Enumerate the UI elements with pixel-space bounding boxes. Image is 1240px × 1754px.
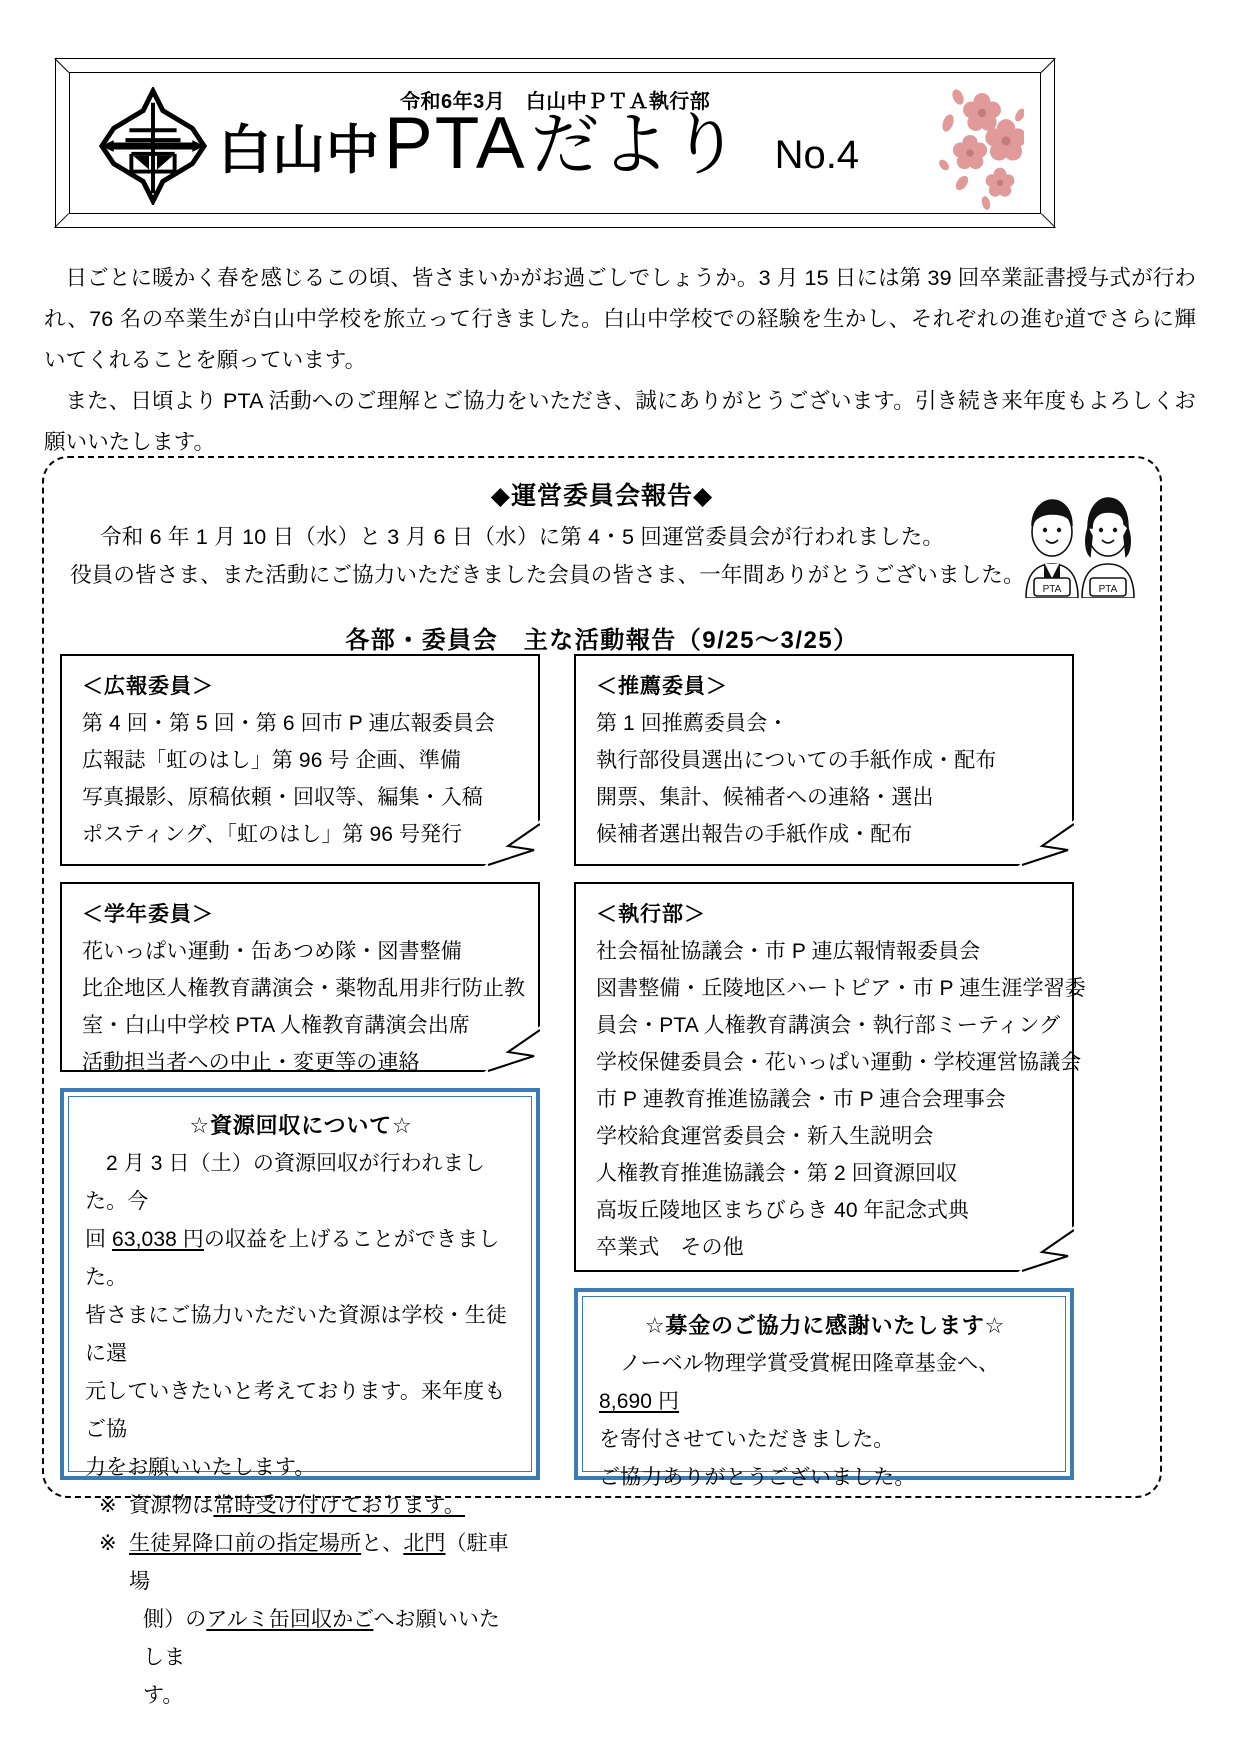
- box-title: ＜広報委員＞: [82, 675, 214, 698]
- box-line: 学校保健委員会・花いっぱい運動・学校運営協議会: [596, 1051, 1082, 1074]
- box-line: 執行部役員選出についての手紙作成・配布: [596, 749, 997, 772]
- box-title: ＜執行部＞: [596, 903, 706, 926]
- amount-prefix: 回: [85, 1228, 113, 1251]
- committee-intro-text: [70, 518, 1082, 594]
- note-marker: ※: [99, 1494, 117, 1517]
- box-line-with-amount: [599, 1345, 1051, 1421]
- box-line: 活動担当者への中止・変更等の連絡: [82, 1051, 420, 1074]
- activity-report-title: 各部・委員会 主な活動報告（9/25～3/25）: [345, 627, 859, 654]
- masthead-dayori-label: だより: [530, 106, 741, 183]
- masthead-title: [218, 103, 860, 184]
- amount-suffix: の収益を上げることができました。: [85, 1228, 500, 1289]
- svg-text:PTA: PTA: [1042, 584, 1062, 595]
- intro-paragraphs: [44, 258, 1196, 463]
- box-line: 候補者選出報告の手紙作成・配布: [596, 823, 913, 846]
- masthead-inner-frame: [69, 72, 1041, 214]
- box-edge-bottom: [574, 864, 1022, 866]
- box-edge-bottom: [60, 864, 488, 866]
- resource-revenue-amount: 63,038 円: [112, 1228, 204, 1251]
- box-line: 図書整備・丘陵地区ハートピア・市 P 連生涯学習委: [596, 977, 1086, 1000]
- masthead: [55, 58, 1055, 228]
- box-grade-level-committee: [60, 882, 540, 1072]
- cherry-blossom-icon: [874, 79, 1024, 214]
- box-recommendation-committee: [574, 654, 1074, 866]
- box-line: 第 1 回推薦委員会・: [596, 712, 789, 735]
- box-line: 卒業式 その他: [596, 1236, 744, 1259]
- note-separator: と、: [361, 1532, 404, 1555]
- box-line: 高坂丘陵地区まちびらき 40 年記念式典: [596, 1199, 970, 1222]
- box-line: 人権教育推進協議会・第 2 回資源回収: [596, 1162, 958, 1185]
- note-underlined-basket: アルミ缶回収かご: [206, 1608, 374, 1631]
- box-line: 社会福祉協議会・市 P 連広報情報委員会: [596, 940, 981, 963]
- note-item-2-continuation: [85, 1601, 517, 1677]
- box-resource-collection: [60, 1088, 540, 1707]
- box-line: 元していきたいと考えております。来年度もご協: [85, 1380, 506, 1441]
- note-cont-suffix: へお願いいたしま: [143, 1608, 501, 1669]
- box-line: 力をお願いいたします。: [85, 1456, 316, 1479]
- note-marker: ※: [99, 1532, 117, 1555]
- note-text: [129, 1525, 517, 1601]
- box-heading: ☆募金のご協力に感謝いたします☆: [644, 1313, 1006, 1338]
- box-line: を寄付させていただきました。: [599, 1428, 895, 1451]
- intro-paragraph-1: 日ごとに暖かく春を感じるこの頃、皆さまいかがお過ごしでしょうか。3 月 15 日には第 39 回卒業証書授与式が行われ、76 名の卒業生が白山中学校を旅立って行きました。白山中学校での経験を生かし、それぞれの進む道でさらに輝いてくれることを願っています。: [44, 266, 1196, 372]
- box-line: 市 P 連教育推進協議会・市 P 連合会理事会: [596, 1088, 1006, 1111]
- box-line: 写真撮影、原稿依頼・回収等、編集・入稿: [82, 786, 483, 809]
- box-line: 花いっぱい運動・缶あつめ隊・図書整備: [82, 940, 462, 963]
- note-tail: （駐車場: [129, 1532, 509, 1593]
- box-public-relations-committee: [60, 654, 540, 866]
- donation-amount: 8,690 円: [599, 1390, 680, 1413]
- box-title: ＜推薦委員＞: [596, 675, 728, 698]
- note-prefix: 資源物は: [129, 1494, 214, 1517]
- box-line: 皆さまにご協力いただいた資源は学校・生徒に還: [85, 1304, 507, 1365]
- box-line: ご協力ありがとうございました。: [599, 1466, 916, 1489]
- intro-paragraph-2: また、日頃より PTA 活動へのご理解とご協力をいただき、誠にありがとうございます。引き続き来年度もよろしくお願いいたします。: [44, 389, 1196, 454]
- box-content: [60, 882, 540, 1091]
- box-donation-thanks: [574, 1288, 1074, 1489]
- box-content: [574, 882, 1086, 1276]
- box-line: 員会・PTA 人権教育講演会・執行部ミーティング: [596, 1014, 1061, 1037]
- pta-members-illustration-icon: [1014, 480, 1146, 598]
- note-text: [129, 1487, 517, 1525]
- box-line: 比企地区人権教育講演会・薬物乱用非行防止教: [82, 977, 526, 1000]
- box-line: 学校給食運営委員会・新入生説明会: [596, 1125, 934, 1148]
- box-line: 開票、集計、候補者への連絡・選出: [596, 786, 934, 809]
- note-underlined-location: 生徒昇降口前の指定場所: [129, 1532, 362, 1555]
- note-item-1: [85, 1487, 517, 1525]
- masthead-pta-label: PTA: [384, 103, 527, 184]
- donation-prefix: ノーベル物理学賞受賞梶田隆章基金へ、: [620, 1352, 1000, 1375]
- box-content: [60, 654, 540, 863]
- svg-text:PTA: PTA: [1098, 584, 1118, 595]
- school-crest-diamond-icon: [94, 87, 212, 205]
- box-inner-frame: [68, 1096, 532, 1707]
- box-line-with-amount: [85, 1221, 517, 1297]
- box-line: 2 月 3 日（土）の資源回収が行われました。今: [85, 1152, 485, 1213]
- box-line: 広報誌「虹のはし」第 96 号 企画、準備: [82, 749, 461, 772]
- note-underlined-gate: 北門: [403, 1532, 446, 1555]
- box-inner-frame: [582, 1296, 1066, 1489]
- box-heading: ☆資源回収について☆: [189, 1113, 413, 1138]
- note-underlined: 常時受け付けております。: [213, 1494, 465, 1517]
- note-cont-prefix: 側）の: [143, 1608, 207, 1631]
- box-line: 室・白山中学校 PTA 人権教育講演会出席: [82, 1014, 470, 1037]
- masthead-school-name: 白山中: [218, 121, 380, 180]
- committee-intro-line-1: 令和 6 年 1 月 10 日（水）と 3 月 6 日（水）に第 4・5 回運営委員会が行われました。: [100, 525, 945, 549]
- section-heading: ◆運営委員会報告◆: [490, 482, 714, 510]
- masthead-issue-number: No.4: [774, 133, 860, 177]
- committee-report-container: [42, 456, 1162, 1707]
- box-title: ＜学年委員＞: [82, 903, 214, 926]
- box-line: ポスティング、「虹のはし」第 96 号発行: [82, 823, 463, 846]
- box-content: [574, 654, 1074, 863]
- committee-intro-line-2: 役員の皆さま、また活動にご協力いただきました会員の皆さま、一年間ありがとうございました。: [70, 563, 1025, 587]
- box-executive-board: [574, 882, 1086, 1272]
- box-line: 第 4 回・第 5 回・第 6 回市 P 連広報委員会: [82, 712, 496, 735]
- note-item-2-continuation-2: す。: [143, 1684, 184, 1707]
- masthead-date: 令和6年3月 白山中ＰＴＡ執行部: [400, 91, 711, 113]
- note-item-2: [85, 1525, 517, 1601]
